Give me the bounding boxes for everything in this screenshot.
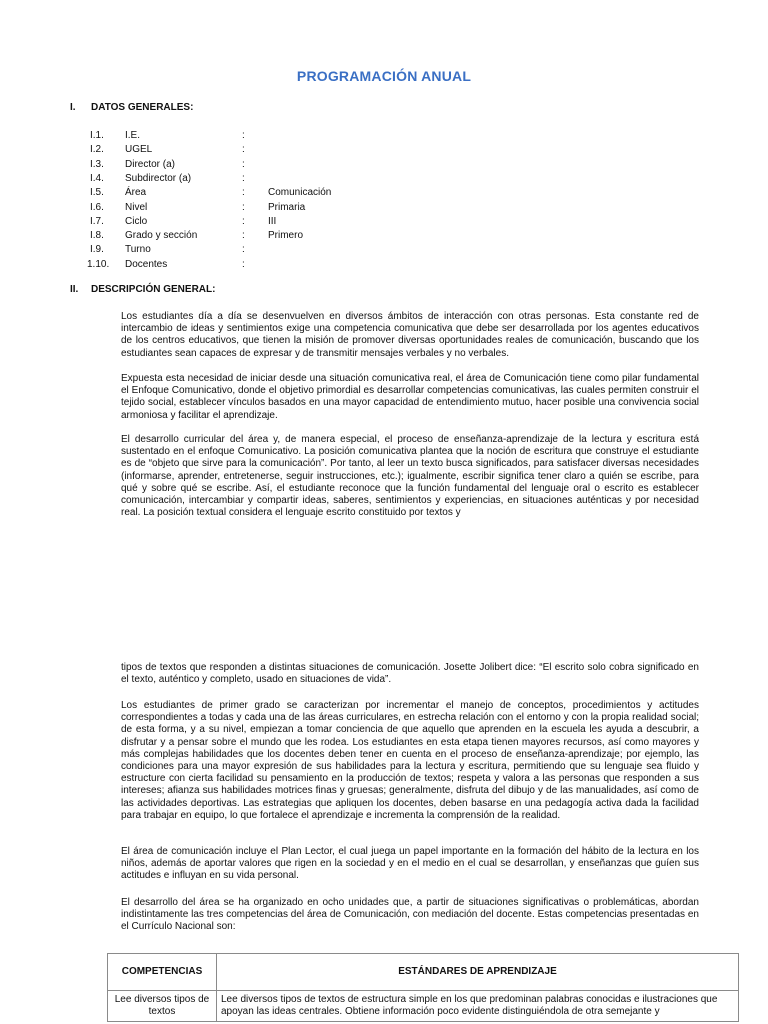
item-number: I.8.	[90, 230, 104, 242]
item-label: Subdirector (a)	[125, 172, 192, 184]
item-label: Grado y sección	[125, 230, 198, 242]
item-number: 1.10.	[87, 258, 110, 270]
item-label: Nivel	[125, 201, 148, 213]
item-number: I.2.	[90, 144, 104, 156]
item-value: Primaria	[268, 201, 306, 213]
item-label: Turno	[125, 244, 151, 256]
paragraph: Expuesta esta necesidad de iniciar desde una situación comunicativa real, el área de Comunicación tiene como pilar fundamental el Enfoque Comunicativo, donde el objetivo primordial es desarrollar competencias comunicativas, las cuales permiten construir el tejido social, establecer vínculos basados en una mayor capacidad de entendimiento mutuo, hacer posible una convivencia social armoniosa y facilitar el aprendizaje.	[121, 373, 699, 421]
table-cell: Lee diversos tipos de textos de estructura simple en los que predominan palabras conocidas e ilustraciones que apoyan las ideas centrales. Obtiene información poco evidente distinguiéndola de otra semejante y	[217, 991, 739, 1022]
item-label: Ciclo	[125, 215, 148, 227]
item-colon: :	[242, 215, 245, 227]
item-colon: :	[242, 172, 245, 184]
datos-row	[0, 244, 768, 258]
competencias-table	[107, 953, 739, 1022]
paragraph: tipos de textos que responden a distintas situaciones de comunicación. Josette Jolibert dice: “El escrito solo cobra significado en el texto, auténtico y completo, usado en situaciones de vida”.	[121, 662, 699, 686]
paragraph: El desarrollo curricular del área y, de manera especial, el proceso de enseñanza-aprendizaje de la lectura y escritura está sustentado en el enfoque Comunicativo. La posición comunicativa plantea que la noción de escritura que construye el estudiante es de “objeto que sirve para la comunicación”. Por tanto, al leer un texto busca significados, para satisfacer diversas necesidades (informarse, aprender, entretenerse, seguir instrucciones, etc.); igualmente, escribir significa tener claro a quién se escribe, para qué y sobre qué se escribe. Así, el estudiante reconoce que la función fundamental del lenguaje oral o escrito es establecer comunicación, intercambiar y compartir ideas, saberes, sentimientos y experiencias, en situaciones auténticas y por necesidad real. La posición textual considera el lenguaje escrito constituido por textos y	[121, 434, 699, 519]
paragraph: El área de comunicación incluye el Plan Lector, el cual juega un papel importante en la formación del hábito de la lectura en los niños, además de aportar valores que rigen en la sociedad y en el medio en el cual se desarrollan, y enseñanzas que guíen sus actitudes e influyan en su vida personal.	[121, 846, 699, 882]
page-title: PROGRAMACIÓN ANUAL	[296, 68, 472, 84]
item-colon: :	[242, 201, 245, 213]
section-label: DATOS GENERALES:	[91, 102, 194, 113]
paragraph: Los estudiantes día a día se desenvuelven en diversos ámbitos de interacción con otras personas. Esta constante red de intercambio de ideas y sentimientos exige una competencia comunicativa que debe ser desarrollada por los agentes educativos de los centros educativos, que tienen la misión de promover diversas oportunidades reales de comunicación, buscando que los estudiantes sean capaces de expresar y de transmitir mensajes verbales y no verbales.	[121, 311, 699, 359]
item-number: I.7.	[90, 215, 104, 227]
section-heading-datos-generales	[70, 102, 193, 114]
item-label: Docentes	[125, 258, 168, 270]
item-value: Primero	[268, 230, 304, 242]
datos-row	[0, 159, 768, 173]
item-label: Área	[125, 187, 147, 199]
item-colon: :	[242, 230, 245, 242]
datos-row	[0, 187, 768, 201]
section-number: II.	[70, 284, 79, 295]
datos-row	[0, 144, 768, 158]
item-value: Comunicación	[268, 187, 332, 199]
datos-row	[0, 202, 768, 216]
item-label: UGEL	[125, 144, 153, 156]
item-label: Director (a)	[125, 158, 176, 170]
item-colon: :	[242, 258, 245, 270]
item-number: I.1.	[90, 130, 104, 141]
datos-row	[0, 130, 768, 144]
item-number: I.4.	[90, 172, 104, 184]
item-number: I.9.	[90, 244, 104, 256]
item-colon: :	[242, 244, 245, 256]
item-colon: :	[242, 130, 245, 141]
datos-row	[0, 230, 768, 244]
section-label: DESCRIPCIÓN GENERAL:	[91, 284, 216, 295]
item-colon: :	[242, 158, 245, 170]
section-heading-descripcion-general	[70, 284, 215, 296]
table-cell: Lee diversos tipos de textos	[108, 991, 217, 1022]
item-colon: :	[242, 144, 245, 156]
paragraph: Los estudiantes de primer grado se caracterizan por incrementar el manejo de conceptos, procedimientos y actitudes correspondientes a todas y cada una de las áreas curriculares, en estrecha relación con el entorno y con la propia realidad social; de esta forma, y a su nivel, empiezan a tomar conciencia de que aquello que aprenden en la escuela les ayuda a descubrir, a disfrutar y a pensar sobre el mundo que les rodea. Los estudiantes en esta etapa tienen mayores recursos, así como mayores y más complejas habilidades que los docentes deben tener en cuenta en el proceso de enseñanza-aprendizaje; por ejemplo, las condiciones para una mayor expresión de sus habilidades para la lectura y escritura, permitiendo que su lenguaje sea fluido y estructure con cierta facilidad su pensamiento en la producción de textos; respeta y valora a las personas que responden a sus intereses; afianza sus habilidades motrices finas y gruesas; generalmente, disfruta del dibujo y de las manualidades, así como de las actividades deportivas. Las estrategias que apliquen los docentes, deben basarse en una pedagogía activa dada la facilidad para trabajar en equipo, lo que fortalece el aprendizaje e incrementa la comprensión de la realidad.	[121, 700, 699, 821]
section-number: I.	[70, 102, 76, 113]
paragraph: El desarrollo del área se ha organizado en ocho unidades que, a partir de situaciones significativas o problemáticas, abordan indistintamente las tres competencias del área de Comunicación, con mediación del docente. Estas competencias presentadas en el Currículo Nacional son:	[121, 897, 699, 933]
item-value: III	[268, 215, 277, 227]
table-row	[108, 991, 739, 1022]
datos-row	[0, 216, 768, 230]
item-number: I.3.	[90, 158, 104, 170]
item-number: I.6.	[90, 201, 104, 213]
datos-row	[0, 173, 768, 187]
column-header: COMPETENCIAS	[108, 954, 217, 991]
column-header: ESTÁNDARES DE APRENDIZAJE	[217, 954, 739, 991]
item-label: I.E.	[125, 130, 141, 141]
table-header-row	[108, 954, 739, 991]
item-number: I.5.	[90, 187, 104, 199]
item-colon: :	[242, 187, 245, 199]
datos-row	[0, 259, 768, 273]
